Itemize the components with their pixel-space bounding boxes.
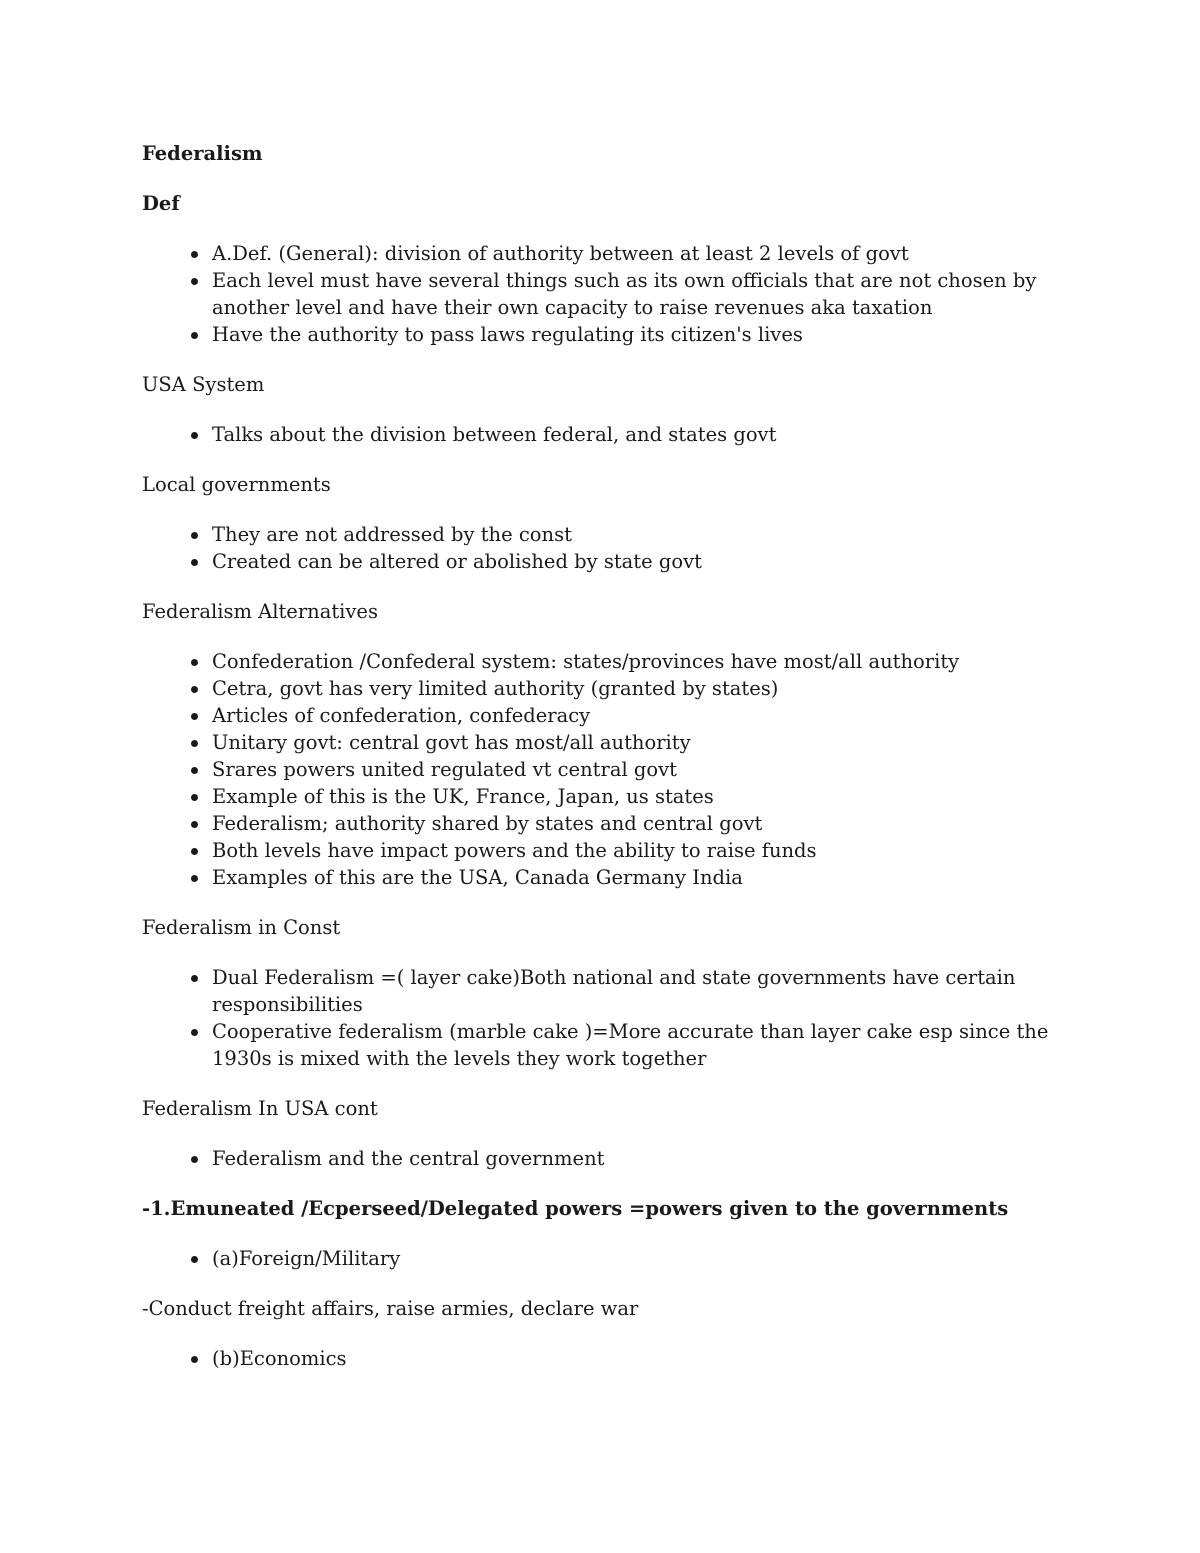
section-heading-delegated-powers: -1.Emuneated /Ecperseed/Delegated powers =powers given to the governments [142, 1197, 1009, 1220]
section-heading-local-governments: Local governments [142, 473, 331, 496]
list-item: Unitary govt: central govt has most/all authority [142, 729, 1072, 756]
bullet-list-delegated-powers [142, 1245, 1072, 1272]
document-page [142, 140, 1072, 1372]
list-item: Cetra, govt has very limited authority (granted by states) [142, 675, 1072, 702]
bullet-list-conduct-affairs [142, 1345, 1072, 1372]
list-item: They are not addressed by the const [142, 521, 1072, 548]
list-item: Federalism; authority shared by states and central govt [142, 810, 1072, 837]
list-item: Created can be altered or abolished by state govt [142, 548, 1072, 575]
list-item: Dual Federalism =( layer cake)Both national and state governments have certain responsibilities [142, 964, 1072, 1018]
bullet-list-local-governments [142, 521, 1072, 575]
bullet-list-usa-system [142, 421, 1072, 448]
list-item: Both levels have impact powers and the ability to raise funds [142, 837, 1072, 864]
section-heading-def: Def [142, 192, 180, 215]
list-item: Have the authority to pass laws regulating its citizen's lives [142, 321, 1072, 348]
bullet-list-def [142, 240, 1072, 348]
section-heading-federalism-in-const: Federalism in Const [142, 916, 341, 939]
list-item: Articles of confederation, confederacy [142, 702, 1072, 729]
list-item: Cooperative federalism (marble cake )=More accurate than layer cake esp since the 1930s is mixed with the levels they work together [142, 1018, 1072, 1072]
list-item: Examples of this are the USA, Canada Germany India [142, 864, 1072, 891]
list-item: (a)Foreign/Military [142, 1245, 1072, 1272]
list-item: Example of this is the UK, France, Japan, us states [142, 783, 1072, 810]
list-item: A.Def. (General): division of authority between at least 2 levels of govt [142, 240, 1072, 267]
list-item: (b)Economics [142, 1345, 1072, 1372]
section-heading-federalism-in-usa-cont: Federalism In USA cont [142, 1097, 378, 1120]
bullet-list-federalism-in-usa-cont [142, 1145, 1072, 1172]
list-item: Federalism and the central government [142, 1145, 1072, 1172]
bullet-list-federalism-alternatives [142, 648, 1072, 891]
document-title: Federalism [142, 142, 263, 165]
section-heading-usa-system: USA System [142, 373, 265, 396]
list-item: Confederation /Confederal system: states/provinces have most/all authority [142, 648, 1072, 675]
list-item: Srares powers united regulated vt central govt [142, 756, 1072, 783]
section-heading-conduct-affairs: -Conduct freight affairs, raise armies, declare war [142, 1297, 639, 1320]
list-item: Each level must have several things such as its own officials that are not chosen by another level and have their own capacity to raise revenues aka taxation [142, 267, 1072, 321]
list-item: Talks about the division between federal, and states govt [142, 421, 1072, 448]
section-heading-federalism-alternatives: Federalism Alternatives [142, 600, 378, 623]
bullet-list-federalism-in-const [142, 964, 1072, 1072]
